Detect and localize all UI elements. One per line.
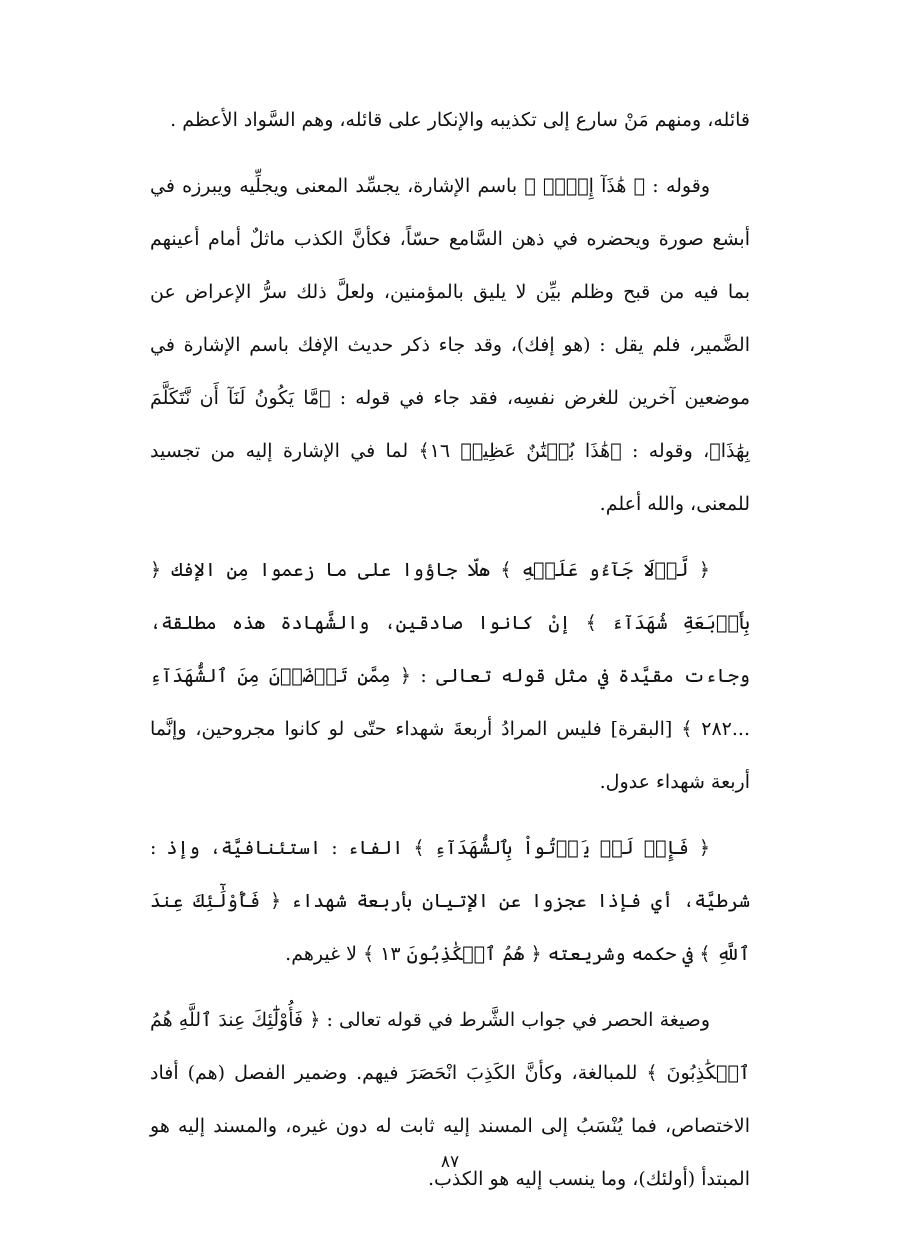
paragraph-continuation: قائله، ومنهم مَنْ سارع إلى تكذيبه والإنكار على قائله، وهم السَّواد الأعظم . (170, 109, 750, 131)
paragraph-arbaat-shuhada: ﴿ لَّوۡلَا جَآءُو عَلَيۡهِ ﴾ هلّا جاؤوا على ما زعموا مِن الإفك ﴿ بِأَرۡبَعَةِ شُهَدَآءَ ﴾ إنْ كانوا صادقين، والشَّهادة هذه مطلقة، وجاءت مقيَّدة في مثل قوله تعالى : ﴿ مِمَّن تَرۡضَوۡنَ مِنَ ٱلشُّهَدَآءِ ...٢٨٢ ﴾ [البقرة] فليس المرادُ أربعةَ شهداء حتّى لو كانوا مجروحين، وإنَّما أربعة شهداء عدول. (150, 559, 750, 793)
paragraph-hasr: وصيغة الحصر في جواب الشَّرط في قوله تعالى : ﴿ فَأُوْلَٰٓئِكَ عِندَ ٱللَّهِ هُمُ ٱلۡكَٰذِبُونَ ﴾ للمبالغة، وكأنَّ الكَذِبَ انْحَصَرَ فيهم. وضمير الفصل (هم) أفاد الاختصاص، فما يُنْسَبُ إلى المسند إليه ثابت له دون غيره، والمسند إليه هو المبتدأ (أولئك)، وما ينسب إليه هو الكذب. (150, 1009, 750, 1190)
body-text (150, 94, 750, 1206)
page-number: ٨٧ (440, 1152, 460, 1172)
paragraph-fa-idh: ﴿ فَإِذۡ لَمۡ يَأۡتُواْ بِٱلشُّهَدَآءِ ﴾ الفاء : استئنافيَّة، وإذ : شرطيَّة، أي فإذا عجزوا عن الإتيان بأربعة شهداء ﴿ فَأُوْلَٰٓئِكَ عِندَ ٱللَّهِ ﴾ في حكمه وشريعته ﴿ هُمُ ٱلۡكَٰذِبُونَ ١٣ ﴾ لا غيرهم. (150, 837, 750, 965)
paragraph-hadha-ifk: وقوله : ﴿ هَٰذَآ إِفۡكٞ ﴾ باسم الإشارة، يجسِّد المعنى ويجلِّيه ويبرزه في أبشع صورة ويحضره في ذهن السَّامع حسّاً، فكأنَّ الكذب ماثلٌ أمام أعينهم بما فيه من قبح وظلم بيِّن لا يليق بالمؤمنين، ولعلَّ ذلك سرُّ الإعراض عن الضَّمير، فلم يقل : (هو إفك)، وقد جاء ذكر حديث الإفك باسم الإشارة في موضعين آخرين للغرض نفسِه، فقد جاء في قوله : ﴿مَّا يَكُونُ لَنَآ أَن نَّتَكَلَّمَ بِهَٰذَا﴾، وقوله : ﴿هَٰذَا بُهۡتَٰنٌ عَظِيمٞ ١٦﴾ لما في الإشارة إليه من تجسيد للمعنى، والله أعلم. (150, 175, 750, 515)
